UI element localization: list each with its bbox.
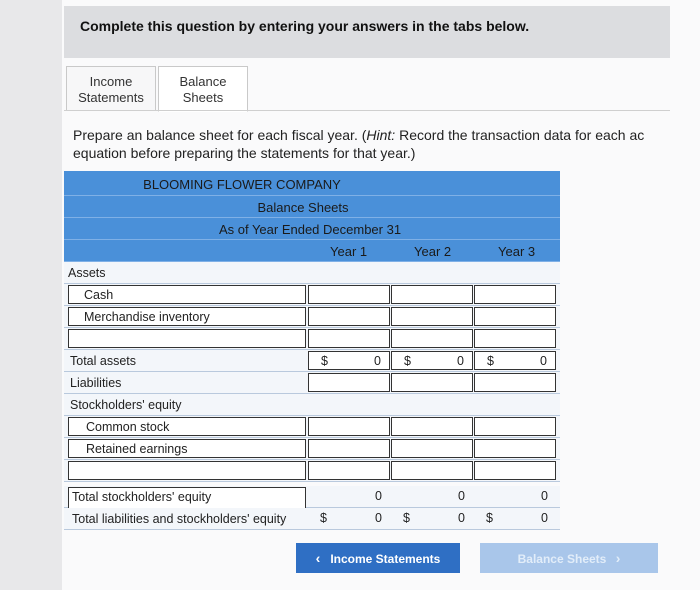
total-assets-year3: $ 0: [474, 351, 556, 370]
stockholders-equity-heading-row: Stockholders' equity: [64, 394, 560, 416]
total-liab-se-year2: $ 0: [403, 511, 465, 525]
total-liab-se-year1: $ 0: [320, 511, 382, 525]
retained-earnings-row: Retained earnings: [64, 438, 560, 460]
total-se-year2: 0: [458, 489, 465, 503]
common-stock-year3-input[interactable]: [474, 417, 556, 436]
prev-income-statements-button[interactable]: ‹ Income Statements: [296, 543, 460, 573]
retained-earnings-year1-input[interactable]: [308, 439, 390, 458]
blank-asset-year3-input[interactable]: [474, 329, 556, 348]
blank-asset-year2-input[interactable]: [391, 329, 473, 348]
company-name-row: BLOOMING FLOWER COMPANY: [64, 171, 560, 196]
instruction-text: Complete this question by entering your answers in the tabs below.: [80, 18, 530, 34]
chevron-right-icon: ›: [615, 550, 621, 566]
tab-balance-sheets[interactable]: Balance Sheets: [158, 66, 248, 112]
common-stock-row: Common stock: [64, 416, 560, 438]
blank-equity-year3-input[interactable]: [474, 461, 556, 480]
period-row: As of Year Ended December 31: [64, 218, 560, 240]
common-stock-year2-input[interactable]: [391, 417, 473, 436]
liabilities-year2-input[interactable]: [391, 373, 473, 392]
inventory-year2-input[interactable]: [391, 307, 473, 326]
cash-year2-input[interactable]: [391, 285, 473, 304]
inventory-year3-input[interactable]: [474, 307, 556, 326]
blank-asset-year1-input[interactable]: [308, 329, 390, 348]
blank-equity-row: [64, 460, 560, 482]
assets-heading-row: Assets: [64, 262, 560, 284]
retained-earnings-year3-input[interactable]: [474, 439, 556, 458]
year-2-header: Year 2: [414, 244, 452, 259]
total-assets-year1: $ 0: [308, 351, 390, 370]
next-balance-sheets-button[interactable]: Balance Sheets ›: [480, 543, 658, 573]
total-se-year3: 0: [541, 489, 548, 503]
retained-earnings-year2-input[interactable]: [391, 439, 473, 458]
total-liabilities-equity-row: Total liabilities and stockholders' equity $ 0 $ 0 $ 0: [64, 508, 560, 530]
statement-title-row: Balance Sheets: [64, 196, 560, 218]
year-header-row: [64, 240, 560, 262]
total-liab-se-year3: $ 0: [486, 511, 548, 525]
common-stock-year1-input[interactable]: [308, 417, 390, 436]
liabilities-year3-input[interactable]: [474, 373, 556, 392]
total-assets-row: Total assets $ 0 $ 0 $ 0: [64, 350, 560, 372]
inventory-year1-input[interactable]: [308, 307, 390, 326]
cash-row: Cash: [64, 284, 560, 306]
year-1-header: Year 1: [330, 244, 368, 259]
total-stockholders-equity-row: Total stockholders' equity 0 0 0: [64, 486, 560, 508]
tabs-divider: [64, 110, 670, 111]
cash-year3-input[interactable]: [474, 285, 556, 304]
question-prompt: Prepare an balance sheet for each fiscal year. (Hint: Record the transaction data for each ac equation before preparing the statements for that year.): [73, 127, 645, 161]
cash-year1-input[interactable]: [308, 285, 390, 304]
liabilities-row: Liabilities: [64, 372, 560, 394]
inventory-row: Merchandise inventory: [64, 306, 560, 328]
year-3-header: Year 3: [498, 244, 536, 259]
tab-income-statements[interactable]: Income Statements: [66, 66, 156, 110]
total-assets-year2: $ 0: [391, 351, 473, 370]
chevron-left-icon: ‹: [315, 550, 321, 566]
blank-asset-row: [64, 328, 560, 350]
blank-equity-year2-input[interactable]: [391, 461, 473, 480]
blank-equity-year1-input[interactable]: [308, 461, 390, 480]
total-se-year1: 0: [375, 489, 382, 503]
liabilities-year1-input[interactable]: [308, 373, 390, 392]
